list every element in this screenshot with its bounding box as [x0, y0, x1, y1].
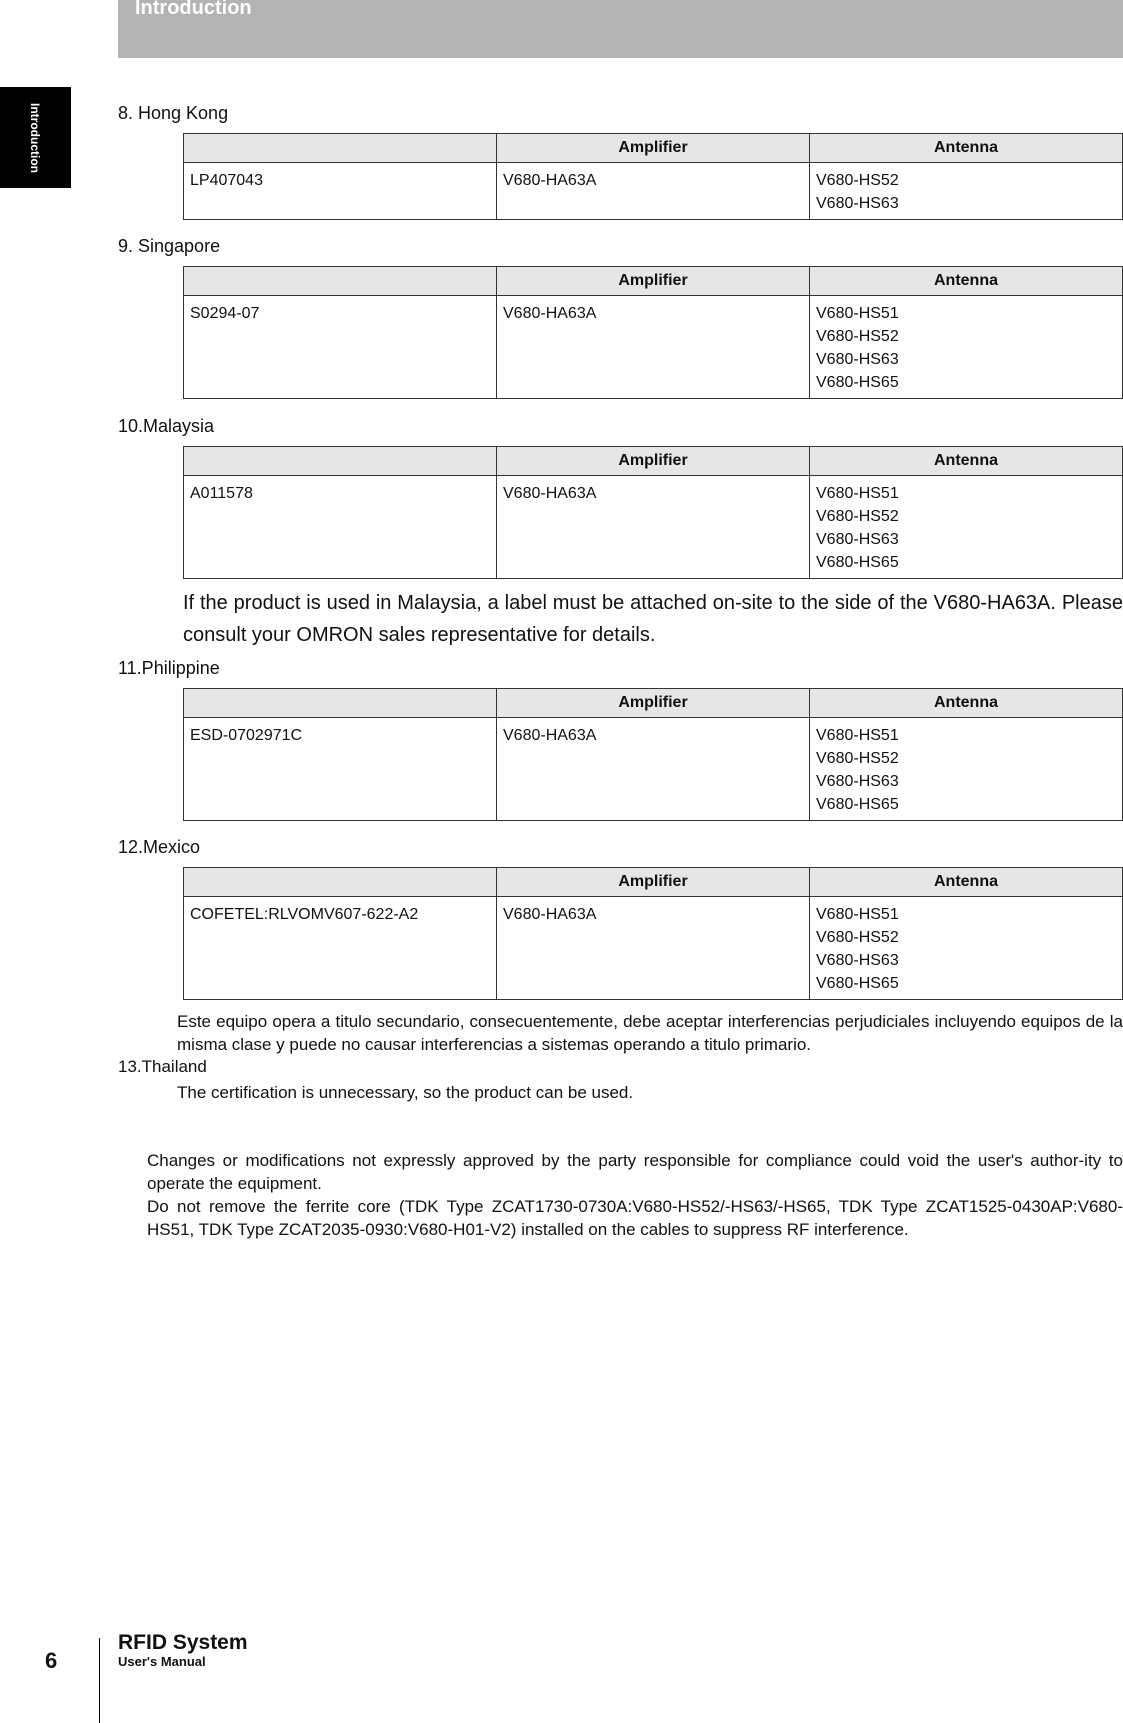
antenna-model: V680-HS63 — [816, 351, 899, 368]
amplifier-model: V680-HA63A — [497, 163, 810, 220]
antenna-model: V680-HS52 — [816, 328, 899, 345]
col-header-amplifier: Amplifier — [497, 447, 810, 476]
fcc-notice-changes: Changes or modifications not expressly approved by the party responsible for compliance could void the user's author-ity to operate the equipment. — [147, 1151, 1123, 1193]
cert-number: A011578 — [184, 476, 497, 579]
col-header-antenna: Antenna — [810, 868, 1123, 897]
page-header-title: Introduction — [135, 0, 252, 19]
table-row — [184, 718, 1123, 821]
section-heading-singapore: 9. Singapore — [118, 236, 221, 256]
antenna-list — [810, 476, 1123, 579]
antenna-model: V680-HS51 — [816, 305, 899, 322]
col-header-antenna: Antenna — [810, 267, 1123, 296]
cert-table-malaysia — [183, 446, 1123, 579]
amplifier-model: V680-HA63A — [497, 296, 810, 399]
antenna-model: V680-HS65 — [816, 796, 899, 813]
col-header-cert — [184, 134, 497, 163]
table-row — [184, 296, 1123, 399]
cert-number: LP407043 — [184, 163, 497, 220]
antenna-model: V680-HS52 — [816, 929, 899, 946]
antenna-list — [810, 897, 1123, 1000]
col-header-amplifier: Amplifier — [497, 267, 810, 296]
antenna-model: V680-HS52 — [816, 172, 899, 189]
antenna-model: V680-HS51 — [816, 727, 899, 744]
antenna-model: V680-HS63 — [816, 952, 899, 969]
fcc-notice-ferrite: Do not remove the ferrite core (TDK Type ZCAT1730-0730A:V680-HS52/-HS63/-HS65, TDK Type ZCAT1525-0430AP:V680-HS51, TDK Type ZCAT2035-0930:V680-H01-V2) installed on the cables to suppress RF interference. — [147, 1197, 1123, 1239]
footer-subtitle: User's Manual — [118, 1654, 206, 1669]
col-header-amplifier: Amplifier — [497, 868, 810, 897]
amplifier-model: V680-HA63A — [497, 476, 810, 579]
cert-number: ESD-0702971C — [184, 718, 497, 821]
footer-divider — [99, 1638, 100, 1723]
table-header-row — [184, 267, 1123, 296]
page-number: 6 — [45, 1648, 58, 1673]
cert-number: COFETEL:RLVOMV607-622-A2 — [184, 897, 497, 1000]
malaysia-note: If the product is used in Malaysia, a label must be attached on-site to the side of the V680-HA63A. Please consult your OMRON sales representative for details. — [183, 592, 1123, 646]
cert-table-mexico — [183, 867, 1123, 1000]
section-heading-hong-kong: 8. Hong Kong — [118, 103, 229, 123]
col-header-antenna: Antenna — [810, 447, 1123, 476]
col-header-amplifier: Amplifier — [497, 134, 810, 163]
side-tab-label: Introduction — [28, 103, 42, 173]
cert-number: S0294-07 — [184, 296, 497, 399]
table-header-row — [184, 868, 1123, 897]
antenna-list — [810, 296, 1123, 399]
table-header-row — [184, 447, 1123, 476]
cert-table-philippine — [183, 688, 1123, 821]
antenna-model: V680-HS51 — [816, 485, 899, 502]
col-header-antenna: Antenna — [810, 134, 1123, 163]
section-heading-philippine: 11.Philippine — [118, 658, 220, 678]
mexico-note: Este equipo opera a titulo secundario, consecuentemente, debe aceptar interferencias perjudiciales incluyendo equipos de la misma clase y puede no causar interferencias a sistemas operando a titulo primario. — [177, 1012, 1123, 1054]
section-heading-thailand: 13.Thailand — [118, 1057, 207, 1076]
antenna-model: V680-HS63 — [816, 773, 899, 790]
antenna-list — [810, 718, 1123, 821]
amplifier-model: V680-HA63A — [497, 897, 810, 1000]
footer-title: RFID System — [118, 1631, 248, 1654]
antenna-list — [810, 163, 1123, 220]
col-header-cert — [184, 267, 497, 296]
col-header-amplifier: Amplifier — [497, 689, 810, 718]
table-header-row — [184, 689, 1123, 718]
amplifier-model: V680-HA63A — [497, 718, 810, 821]
col-header-cert — [184, 868, 497, 897]
header-bar — [118, 0, 1123, 58]
antenna-model: V680-HS65 — [816, 374, 899, 391]
antenna-model: V680-HS63 — [816, 195, 899, 212]
section-heading-malaysia: 10.Malaysia — [118, 416, 215, 436]
col-header-cert — [184, 447, 497, 476]
antenna-model: V680-HS52 — [816, 750, 899, 767]
antenna-model: V680-HS63 — [816, 531, 899, 548]
cert-table-singapore — [183, 266, 1123, 399]
antenna-model: V680-HS65 — [816, 975, 899, 992]
thailand-text: The certification is unnecessary, so the product can be used. — [177, 1083, 634, 1102]
antenna-model: V680-HS65 — [816, 554, 899, 571]
section-heading-mexico: 12.Mexico — [118, 837, 201, 857]
cert-table-hong-kong — [183, 133, 1123, 220]
table-header-row — [184, 134, 1123, 163]
antenna-model: V680-HS52 — [816, 508, 899, 525]
table-row — [184, 163, 1123, 220]
col-header-antenna: Antenna — [810, 689, 1123, 718]
table-row — [184, 897, 1123, 1000]
col-header-cert — [184, 689, 497, 718]
table-row — [184, 476, 1123, 579]
antenna-model: V680-HS51 — [816, 906, 899, 923]
